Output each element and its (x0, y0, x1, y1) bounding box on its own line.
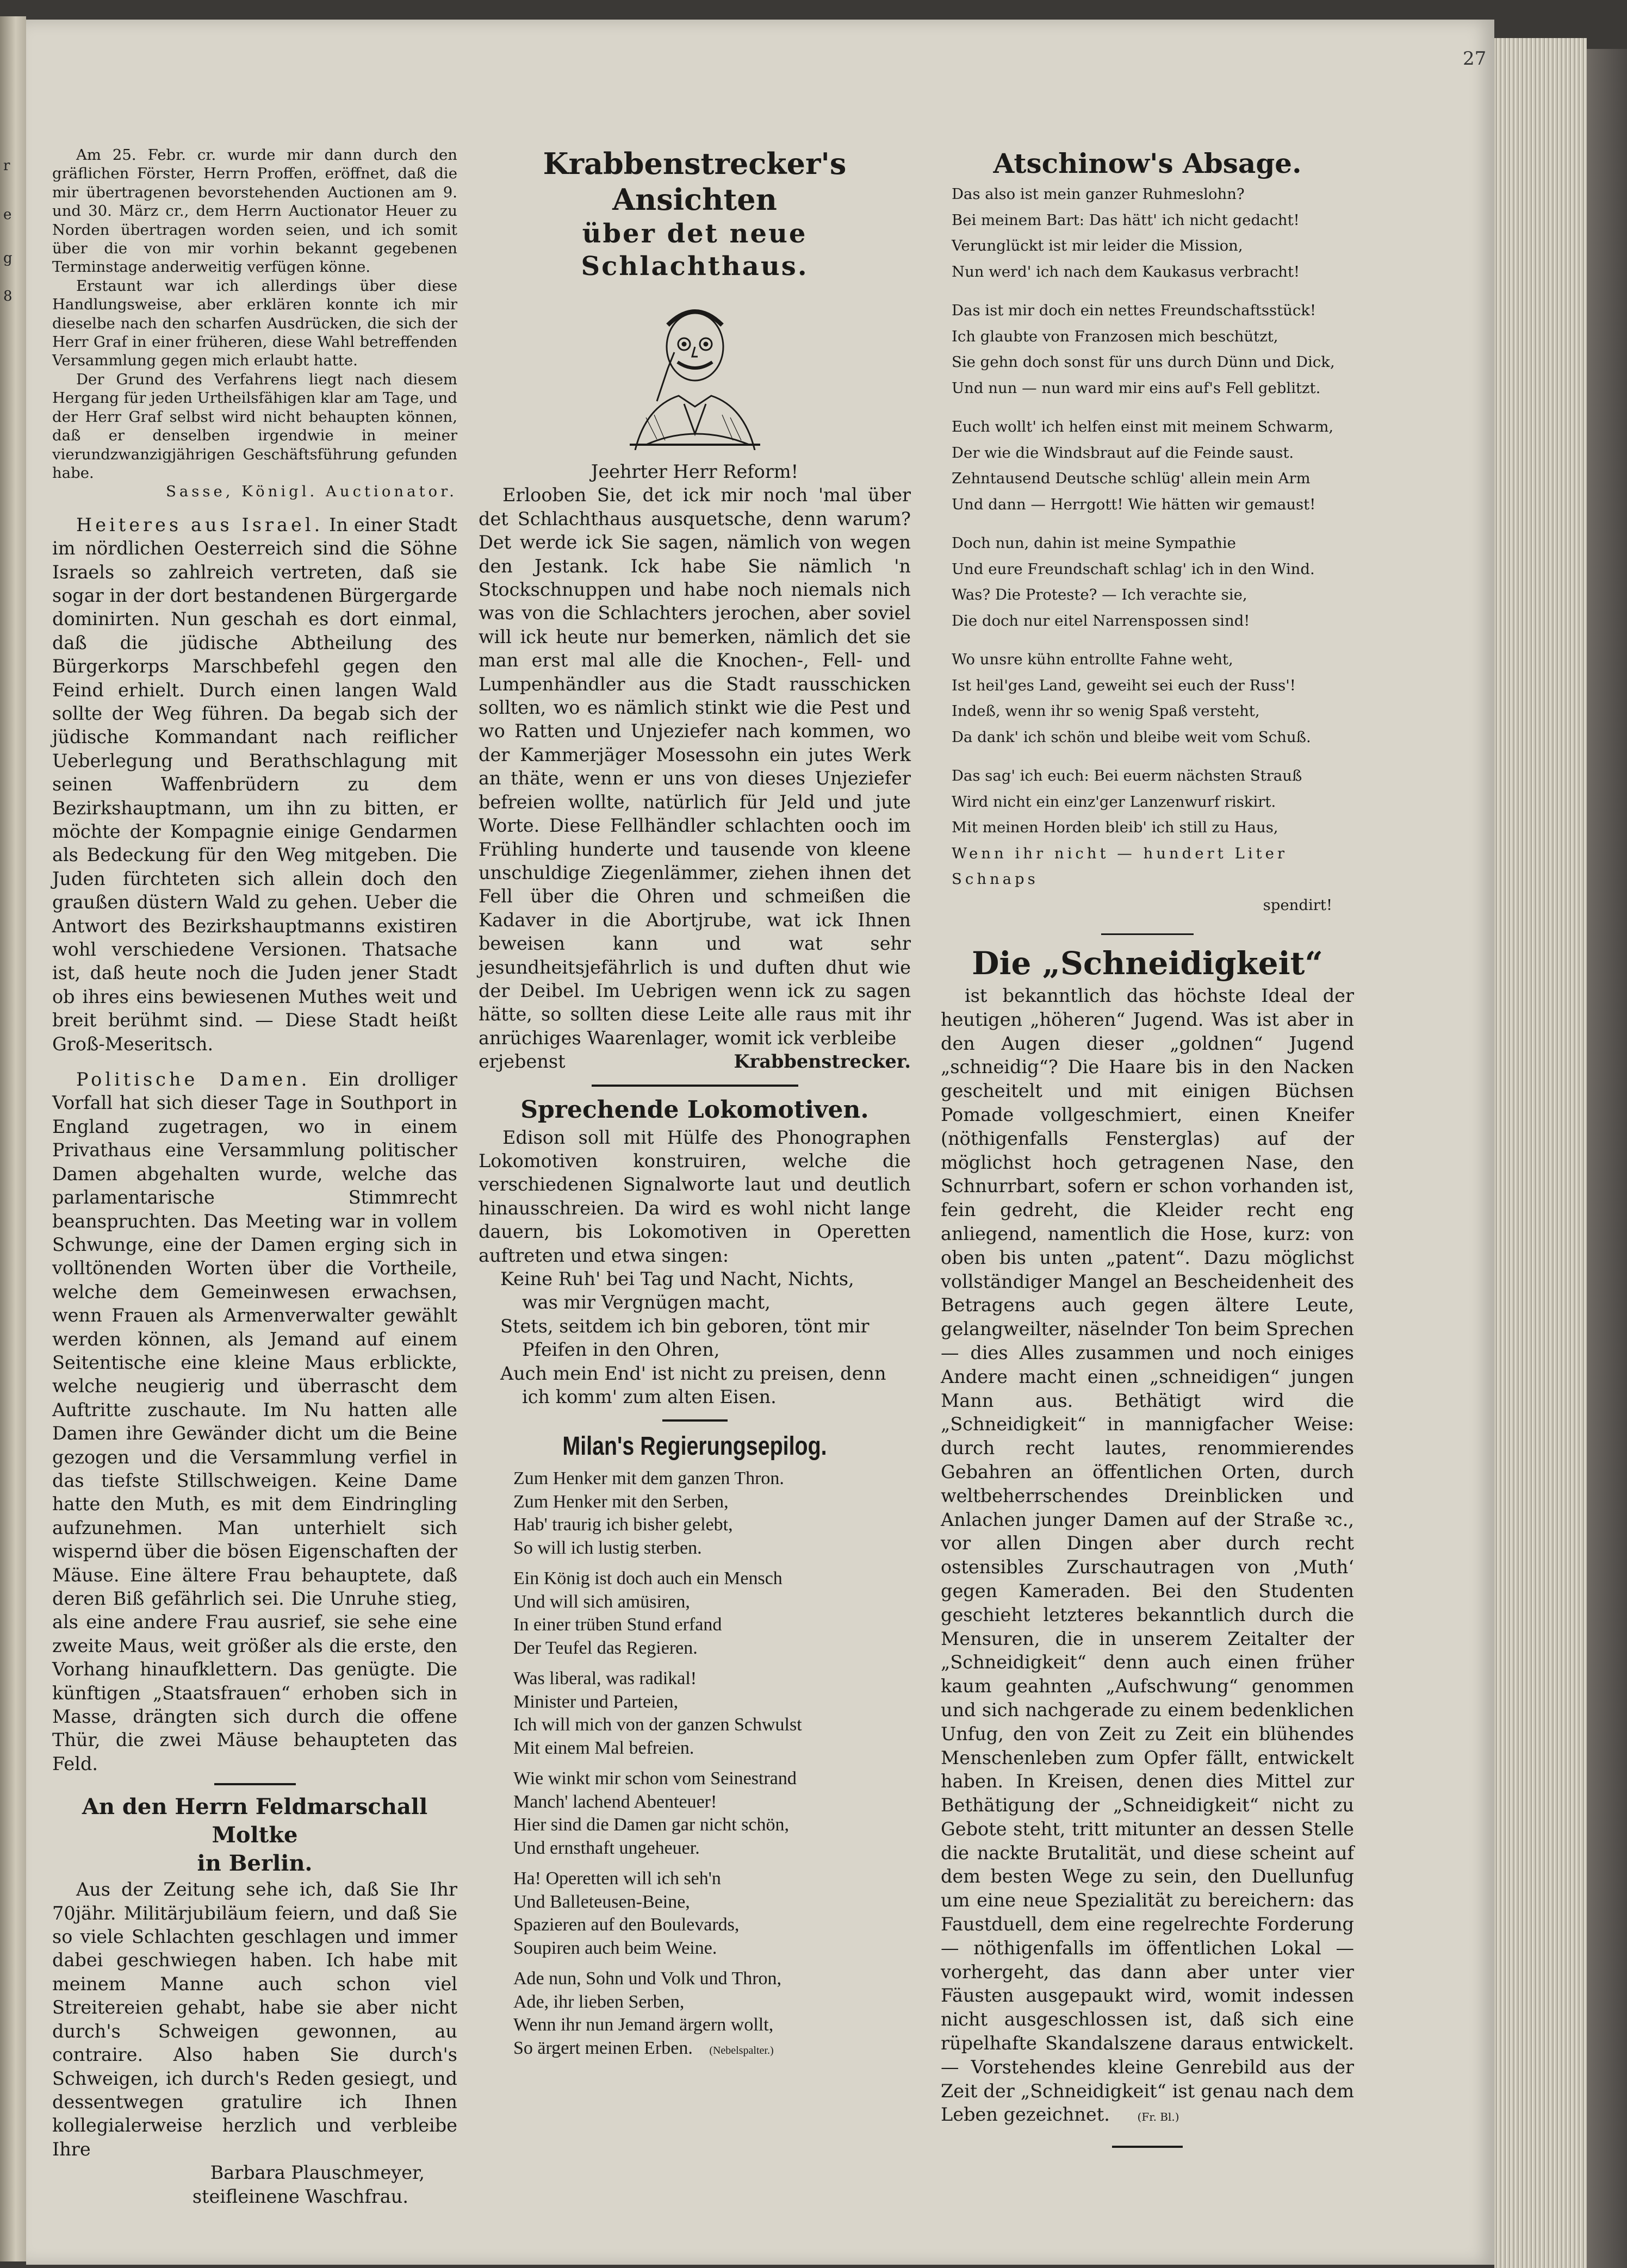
moltke-signature: Barbara Plauschmeyer, (210, 2162, 425, 2184)
verse-line: Ha! Operetten will ich seh'n (513, 1868, 721, 1889)
verse-line-last (513, 2037, 911, 2063)
verse-line: Keine Ruh' bei Tag und Nacht, Nichts, (500, 1268, 854, 1289)
milan-poem (479, 1467, 911, 2062)
lok-title: Sprechende Lokomotiven. (520, 1095, 869, 1124)
verse-line: Ich will mich von der ganzen Schwulst (513, 1715, 802, 1735)
verse-line: Und eure Freundschaft schlag' ich in den Wind. (952, 560, 1315, 578)
damen-title: Politische Damen. (76, 1069, 311, 1091)
verse-line: Die doch nur eitel Narrenspossen sind! (952, 612, 1250, 630)
divider (214, 1783, 296, 1785)
milan-stanza (513, 1967, 911, 2062)
verse-line: Ein König ist doch auch ein Mensch (513, 1568, 783, 1589)
damen-article (52, 1068, 457, 1775)
verse-line: Wenn ihr nicht — hundert Liter Schnaps (952, 844, 1288, 888)
krabben-title: Krabbenstrecker's Ansichten (543, 146, 847, 217)
krabben-subtitle: über det neue Schlachthaus. (581, 219, 809, 282)
verse-line: Manch' lachend Abenteuer! (513, 1791, 717, 1812)
verse-line: Zum Henker mit den Serben, (513, 1491, 729, 1512)
verse-line: spendirt! (1263, 896, 1332, 914)
krabben-signature: Krabbenstrecker. (734, 1051, 911, 1073)
verse-line: Ich glaubte von Franzosen mich beschützt, (952, 327, 1278, 345)
verse-line: Sie gehn doch sonst für uns durch Dünn und Dick, (952, 353, 1335, 371)
verse-line: ich komm' zum alten Eisen. (522, 1386, 777, 1408)
verse-line: Der wie die Windsbraut auf die Feinde saust. (952, 444, 1294, 462)
notice-paragraph: Der Grund des Verfahrens liegt nach diesem Hergang für jeden Urtheilsfähigen klar am Tage, und der Herr Graf selbst wird nicht behaupten können, daß er denselben irgendwie in meiner vierundzwanzigjährigen Geschäftsführung gefunden habe. (52, 370, 457, 482)
verse-line: Ade, ihr lieben Serben, (513, 1991, 685, 2012)
verse-line: Wenn ihr nun Jemand ärgern wollt, (513, 2015, 774, 2035)
verse-line: So ärgert meinen Erben. (513, 2038, 693, 2058)
verse-line: Spazieren auf den Boulevards, (513, 1915, 740, 1935)
verse-line: Auch mein End' ist nicht zu preisen, denn (500, 1362, 886, 1384)
atschinow-poem (941, 182, 1354, 918)
verse-line: Zum Henker mit dem ganzen Thron. (513, 1468, 784, 1489)
verse-line: Pfeifen in den Ohren, (522, 1339, 720, 1361)
verse-line: Und ernsthaft ungeheuer. (513, 1837, 700, 1858)
moltke-title-line: in Berlin. (197, 1850, 313, 1877)
column-left (52, 146, 457, 2208)
verse-line: Ist heil'ges Land, geweiht sei euch der Russ'! (952, 676, 1296, 694)
damen-body: Ein drolliger Vorfall hat sich dieser Tage in Southport in England zugetragen, wo in einem Privathaus eine Versammlung politischer Damen abgehalten wurde, welche das parlamentarische Stimmrecht beanspruchten. Das Meeting war in vollem Schwunge, eine der Damen erging sich in volltönenden Worten über die Vortheile, welche dem Gemeinwesen erwachsen, wenn Frauen als Armenverwalter gewählt werden können, als Jemand auf einem Seitentische eine kleine Maus erblickte, welche neugierig und überrascht dem Auftritte zuschaute. Im Nu hatten alle Damen ihre Gewänder dicht um die Beine gezogen und die Versammlung verfiel in das tiefste Stillschweigen. Keine Dame hatte den Muth, es mit dem Eindringling aufzunehmen. Man unterhielt sich wispernd über die bösen Eigenschaften der Mäuse. Eine ältere Frau behauptete, daß deren Biß gefährlich sei. Die Unruhe stieg, als eine andere Frau ausrief, sie sehe eine zweite Maus, weit größer als die erste, den Vorhang hinaufklettern. Das genügte. Die künftigen „Staatsfrauen“ erhoben sich in Masse, drängten sich durch die offene Thür, die zwei Mäuse behaupteten das Feld. (52, 1069, 458, 1774)
atschinow-stanza (952, 647, 1354, 750)
verse-line: Stets, seitdem ich bin geboren, tönt mir (500, 1315, 870, 1337)
krabben-body: Erlooben Sie, det ick mir noch 'mal über det Schlachthaus ausquetsche, denn warum? Det werde ick Sie sagen, nämlich von wegen den Jestank. Ick habe Sie nämlich 'n Stockschnuppen und habe noch niemals nich was von die Schlachters jerochen, aber soviel will ick heute nur bemerken, nämlich det sie man erst mal alle die Knochen-, Fell- und Lumpenhändler aus die Stadt rausschicken sollten, wo es nämlich stinkt wie die Pest und wo Ratten und Unjeziefer nach kommen, wo der Kammerjäger Mosessohn ein jutes Werk an thäte, wenn er uns von dieses Unjeziefer befreien wollte, natürlich für Jeld und jute Worte. Diese Fellhändler schlachten ooch im Frühling hunderte und tausende von kleene unschuldige Ziegenlämmer, ziehen ihnen det Fell über die Ohren und schmeißen die Kadaver in die Abortjrube, wat ick Ihnen beweisen kann und wat sehr jesundheitsjefährlich is und duften dhut wie der Deibel. Im Uebrigen wenn ick zu sagen hätte, so sollten diese Leite alle raus mit ihr anrüchiges Waarenlager, womit ick verbleibe (479, 484, 911, 1049)
atschinow-stanza (952, 298, 1354, 401)
schneid-source: (Fr. Bl.) (1137, 2110, 1179, 2124)
divider (662, 1419, 728, 1422)
verse-line: Verunglückt ist mir leider die Mission, (952, 237, 1243, 254)
verse-line: Der Teufel das Regieren. (513, 1637, 698, 1658)
atschinow-stanza (952, 414, 1354, 518)
verse-line: Mit meinen Horden bleib' ich still zu Haus, (952, 819, 1278, 836)
schneid-title: Die „Schneidigkeit“ (972, 945, 1323, 982)
verse-line: Mit einem Mal befreien. (513, 1737, 694, 1758)
verse-line: Indeß, wenn ihr so wenig Spaß versteht, (952, 702, 1260, 720)
previous-page-edge (0, 16, 26, 2261)
margin-fragment: e (3, 207, 12, 223)
milan-stanza (513, 1467, 911, 1560)
heiteres-article (52, 513, 457, 1056)
verse-line: Hab' traurig ich bisher gelebt, (513, 1515, 733, 1535)
margin-fragment: g (3, 250, 13, 266)
milan-source: (Nebelspalter.) (709, 2044, 774, 2057)
divider (1101, 933, 1194, 935)
verse-line: Wie winkt mir schon vom Seinestrand (513, 1768, 797, 1789)
verse-line: Nun werd' ich nach dem Kaukasus verbracht! (952, 263, 1300, 281)
book-page-stack (1494, 38, 1587, 2268)
divider (592, 1085, 798, 1087)
verse-line: Das also ist mein ganzer Ruhmeslohn? (952, 185, 1245, 203)
schneid-body (941, 984, 1354, 2129)
verse-line: Euch wollt' ich helfen einst mit meinem Schwarm, (952, 418, 1334, 435)
notice-paragraph: Am 25. Febr. cr. wurde mir dann durch den gräflichen Förster, Herrn Proffen, eröffnet, daß die mir übertragenen bevorstehenden Auctionen am 9. und 30. März cr., dem Herrn Auctionator Heuer zu Norden übertragen worden seien, und ich somit über die von mir vorhin bekannt gegebenen Terminstage anderweitig verfügen könne. (52, 146, 457, 276)
column-middle (479, 146, 911, 2062)
krabben-closing-line (479, 1050, 911, 1073)
caricature-illustration (613, 287, 777, 450)
verse-line: Zehntausend Deutsche schlüg' allein mein Arm (952, 470, 1311, 487)
verse-line: Wo unsre kühn entrollte Fahne weht, (952, 651, 1233, 668)
verse-line: Und will sich amüsiren, (513, 1591, 690, 1612)
margin-fragment: r (3, 158, 10, 174)
verse-line: Da dank' ich schön und bleibe weit vom Schuß. (952, 728, 1311, 746)
krabben-closing: erjebenst (479, 1051, 566, 1073)
verse-line: Und dann — Herrgott! Wie hätten wir gemaust! (952, 495, 1316, 513)
verse-line: Und Balleteusen-Beine, (513, 1891, 690, 1912)
schneid-text: ist bekanntlich das höchste Ideal der heutigen „höheren“ Jugend. Was ist aber in den Augen dieser „goldnen“ Jugend „schneidig“? Die Haare bis in den Nacken gescheitelt und mit einigen Büchsen Pomade vollgeschmiert, einen Kneifer (nöthigenfalls Fensterglas) auf der möglichst hoch getragenen Nase, den Schnurrbart, sofern er schon vorhanden ist, fein gedreht, die Kleider recht eng anliegend, namentlich die Hose, kurz: von oben bis unten „patent“. Dazu möglichst vollständiger Mangel an Bescheidenheit des Betragens auch gegen ältere Leute, gelangweilter, näselnder Ton beim Sprechen — dies Alles zusammen und noch einiges Andere macht einen „schneidigen“ jungen Mann aus. Bethätigt wird die „Schneidigkeit“ in mannigfacher Weise: durch recht lautes, renommierendes Gebahren an öffentlichen Orten, durch weltbeherrschendes Dreinblicken und Anlachen junger Damen auf der Straße ꝛc., vor allen Dingen aber durch recht ostensibles Zurschautragen von ‚Muth‘ gegen Kameraden. Bei den Studenten geschieht letzteres bekanntlich durch die Mensuren, die in unserem Zeitalter der „Schneidigkeit“ denn auch einen früher kaum geahnten „Aufschwung“ genommen und sich nachgerade zu einem bedenklichen Unfug, den von Zeit zu Zeit ein blühendes Menschenleben zum Opfer fällt, entwickelt haben. In Kreisen, denen dies Mittel zur Bethätigung der „Schneidigkeit“ nicht zu Gebote steht, tritt mitunter an dessen Stelle die nackte Brutalität, und diese scheint auf dem besten Wege zu sein, den Duellunfug um eine neue Spezialität zu bereichern: das Faustduell, dem eine regelrechte Forderung — nöthigenfalls im öffentlichen Lokal — vorhergeht, das dann aber unter vier Fäusten ausgepaukt wird, womit indessen nicht ausgeschlossen ist, daß sich eine rüpelhafte Skandalszene daraus entwickelt. — Vorstehendes kleine Genrebild aus der Zeit der „Schneidigkeit“ ist genau nach dem Leben gezeichnet. (941, 985, 1354, 2126)
verse-line: Das ist mir doch ein nettes Freundschaftsstück! (952, 302, 1316, 319)
moltke-title-line: An den Herrn Feldmarschall Moltke (82, 1794, 428, 1848)
atschinow-stanza (952, 763, 1354, 918)
heiteres-title: Heiteres aus Israel. (76, 514, 324, 535)
margin-fragment: 8 (3, 288, 13, 304)
lok-verse (479, 1267, 911, 1409)
verse-line: Doch nun, dahin ist meine Sympathie (952, 534, 1236, 552)
verse-line: Soupiren auch beim Weine. (513, 1937, 717, 1958)
lok-body: Edison soll mit Hülfe des Phonographen Lokomotiven konstruiren, welche die verschiedenen Signalworte laut und deutlich hinausschreien. Da wird es wohl nicht lange dauern, bis Lokomotiven in Operetten auftreten und etwa singen: (479, 1126, 911, 1266)
verse-line: So will ich lustig sterben. (513, 1537, 702, 1558)
atschinow-stanza (952, 182, 1354, 285)
milan-stanza (513, 1667, 911, 1760)
divider (1112, 2146, 1183, 2148)
krabben-salutation: Jeehrter Herr Reform! (591, 461, 799, 482)
milan-stanza (513, 1767, 911, 1860)
atschinow-stanza (952, 531, 1354, 634)
milan-stanza (513, 1867, 911, 1960)
verse-line: In einer trüben Stund erfand (513, 1615, 722, 1635)
book-cover-edge (1587, 49, 1627, 2268)
verse-line: Und nun — nun ward mir eins auf's Fell geblitzt. (952, 379, 1321, 397)
milan-title: Milan's Regierungsepilog. (562, 1432, 827, 1461)
atschinow-title: Atschinow's Absage. (993, 147, 1302, 179)
notice-paragraph: Erstaunt war ich allerdings über diese Handlungsweise, aber erklären konnte ich mir dieselbe nach den scharfen Ausdrücken, die sich der Herr Graf in einer früheren, diese Wahl betreffenden Versammlung gegen mich erlaubt hatte. (52, 277, 457, 370)
verse-line: was mir Vergnügen macht, (522, 1292, 771, 1313)
verse-line: Ade nun, Sohn und Volk und Thron, (513, 1968, 782, 1989)
moltke-body: Aus der Zeitung sehe ich, daß Sie Ihr 70jähr. Militärjubiläum feiern, und daß Sie so viele Schlachten geschlagen und immer dabei geschwiegen haben. Ich habe mit meinem Manne auch schon viel Streitereien gehabt, habe sie aber nicht durch's Schweigen gewonnen, au contraire. Also haben Sie durch's Schweigen, ich durch's Reden gesiegt, und dessentwegen gratulire ich Ihnen kollegialerweise herzlich und verbleibe Ihre (52, 1879, 457, 2160)
verse-line: Hier sind die Damen gar nicht schön, (513, 1815, 790, 1835)
verse-line: Wird nicht ein einz'ger Lanzenwurf riskirt. (952, 793, 1276, 811)
auction-notice (52, 146, 457, 501)
page-number: 27 (1463, 48, 1487, 70)
verse-line: Minister und Parteien, (513, 1691, 679, 1712)
moltke-title (52, 1793, 457, 1878)
moltke-signature-title: steifleinene Waschfrau. (192, 2185, 408, 2207)
heiteres-body: In einer Stadt im nördlichen Oesterreich sind die Söhne Israels so zahlreich vertreten, daß sie sogar in der dort bestandenen Bürgergarde dominirten. Nun geschah es dort einmal, daß die jüdische Abtheilung des Bürgerkorps Marschbefehl gegen den Feind erhielt. Durch einen langen Wald sollte der Weg führen. Da begab sich der jüdische Kommandant nach reiflicher Ueberlegung und Berathschlagung mit seinen Waffenbrüdern zu dem Bezirkshauptmann, um ihn zu bitten, er möchte der Kompagnie einige Gendarmen als Bedeckung für den Weg mitgeben. Die Juden fürchteten sich allein doch den graußen düstern Wald zu gehen. Ueber die Antwort des Bezirkshauptmanns existiren wohl verschiedene Versionen. Thatsache ist, daß heute noch die Juden jener Stadt ob ihres eins bewiesenen Muthes weit und breit berühmt sind. — Diese Stadt heißt Groß-Meseritsch. (52, 514, 457, 1055)
milan-stanza (513, 1567, 911, 1660)
verse-line: Bei meinem Bart: Das hätt' ich nicht gedacht! (952, 211, 1300, 229)
column-right (941, 146, 1354, 2155)
verse-line: Was? Die Proteste? — Ich verachte sie, (952, 586, 1247, 603)
notice-signature: Sasse, Königl. Auctionator. (166, 483, 457, 501)
verse-line: Was liberal, was radikal! (513, 1668, 697, 1689)
verse-line: Das sag' ich euch: Bei euerm nächsten Strauß (952, 767, 1302, 784)
